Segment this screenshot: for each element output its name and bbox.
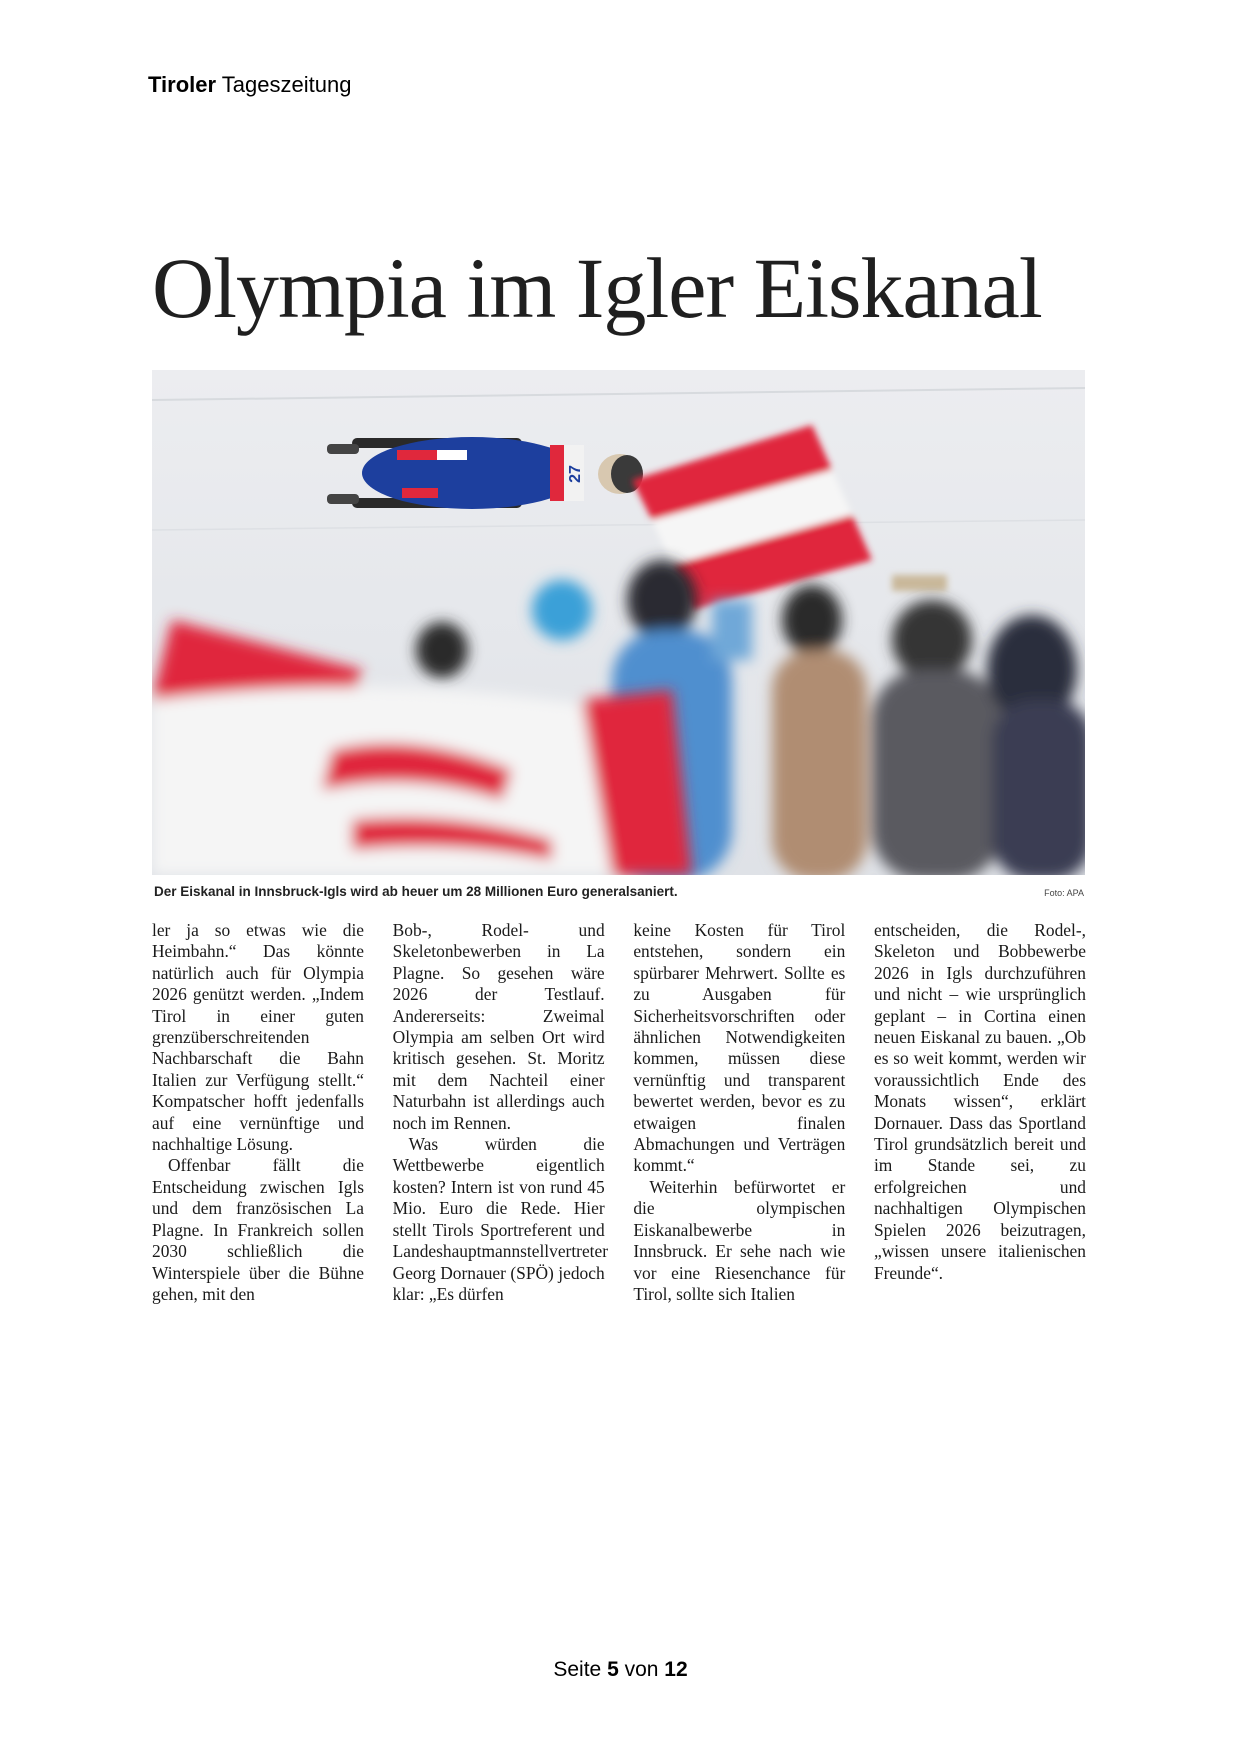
article-photo [152,370,1085,875]
article-paragraph: Bob-, Rodel- und Skeletonbewerben in La Plagne. So gesehen wäre 2026 der Testlauf. Andererseits: Zweimal Olympia am selben Ort wird kritisch gesehen. St. Moritz mit dem Nachteil einer Naturbahn ist allerdings auch noch im Rennen. [392,920,605,1133]
article-paragraph: ler ja so etwas wie die Heimbahn.“ Das könnte natürlich auch für Olympia 2026 genützt werden. „Indem Tirol in einer guten grenzüberschreitenden Nachbarschaft die Bahn Italien zur Verfügung stellt.“ Kompatscher hofft jedenfalls auf eine vernünftige und nachhaltige Lösung. [152,920,364,1155]
article-paragraph: Weiterhin befürwortet er die olympischen Eiskanalbewerbe in Innsbruck. Er sehe nach wie vor eine Riesenchance für Tirol, sollte sich Italien [633,1176,846,1304]
article-paragraph: keine Kosten für Tirol entstehen, sondern ein spürbarer Mehrwert. Sollte es zu Ausgaben für Sicherheitsvorschriften oder ähnlichen Notwendigkeiten kommen, müssen diese vernünftig und transparent bewertet werden, bevor es zu etwaigen finalen Abmachungen und Verträgen kommt.“ [633,920,846,1176]
masthead-bold: Tiroler [148,72,217,97]
footer-page: 5 [607,1658,619,1681]
photo-caption [154,884,1084,899]
article-paragraph: Offenbar fällt die Entscheidung zwischen Igls und dem französischen La Plagne. In Frankreich sollen 2030 schließlich die Winterspiele über die Bühne gehen, mit den [152,1155,364,1304]
footer-total: 12 [664,1658,688,1681]
article-headline: Olympia im Igler Eiskanal [152,240,1042,336]
page-footer [0,1658,1241,1682]
article-body [152,920,1086,1305]
article-column [152,920,364,1305]
article-paragraph: Was würden die Wettbewerbe eigentlich kosten? Intern ist von rund 45 Mio. Euro die Rede. Hier stellt Tirols Sportreferent und Landeshauptmannstellvertreter Georg Dornauer (SPÖ) jedoch klar: „Es dürfen [392,1134,609,1304]
photo-credit: Foto: APA [1044,888,1084,898]
footer-prefix: Seite [553,1658,608,1681]
bib-number: 27 [567,465,584,483]
footer-middle: von [618,1658,665,1681]
article-column [633,920,845,1305]
caption-text: Der Eiskanal in Innsbruck-Igls wird ab heuer um 28 Millionen Euro generalsaniert. [154,884,678,899]
article-column [392,920,609,1305]
article-paragraph: entscheiden, die Rodel-, Skeleton und Bobbewerbe 2026 in Igls durchzuführen und nicht – wie ursprünglich geplant – in Cortina einen neuen Eiskanal zu bauen. „Ob es so weit kommt, werden wir voraussichtlich Ende des Monats wissen“, erklärt Dornauer. Dass das Sportland Tirol grundsätzlich bereit und im Stande sei, zu erfolgreichen und nachhaltigen Olympischen Spielen 2026 beizutragen, „wissen unsere italienischen Freunde“. [873,920,1086,1283]
masthead [148,72,351,98]
article-column [874,920,1086,1305]
masthead-rest: Tageszeitung [216,72,352,97]
